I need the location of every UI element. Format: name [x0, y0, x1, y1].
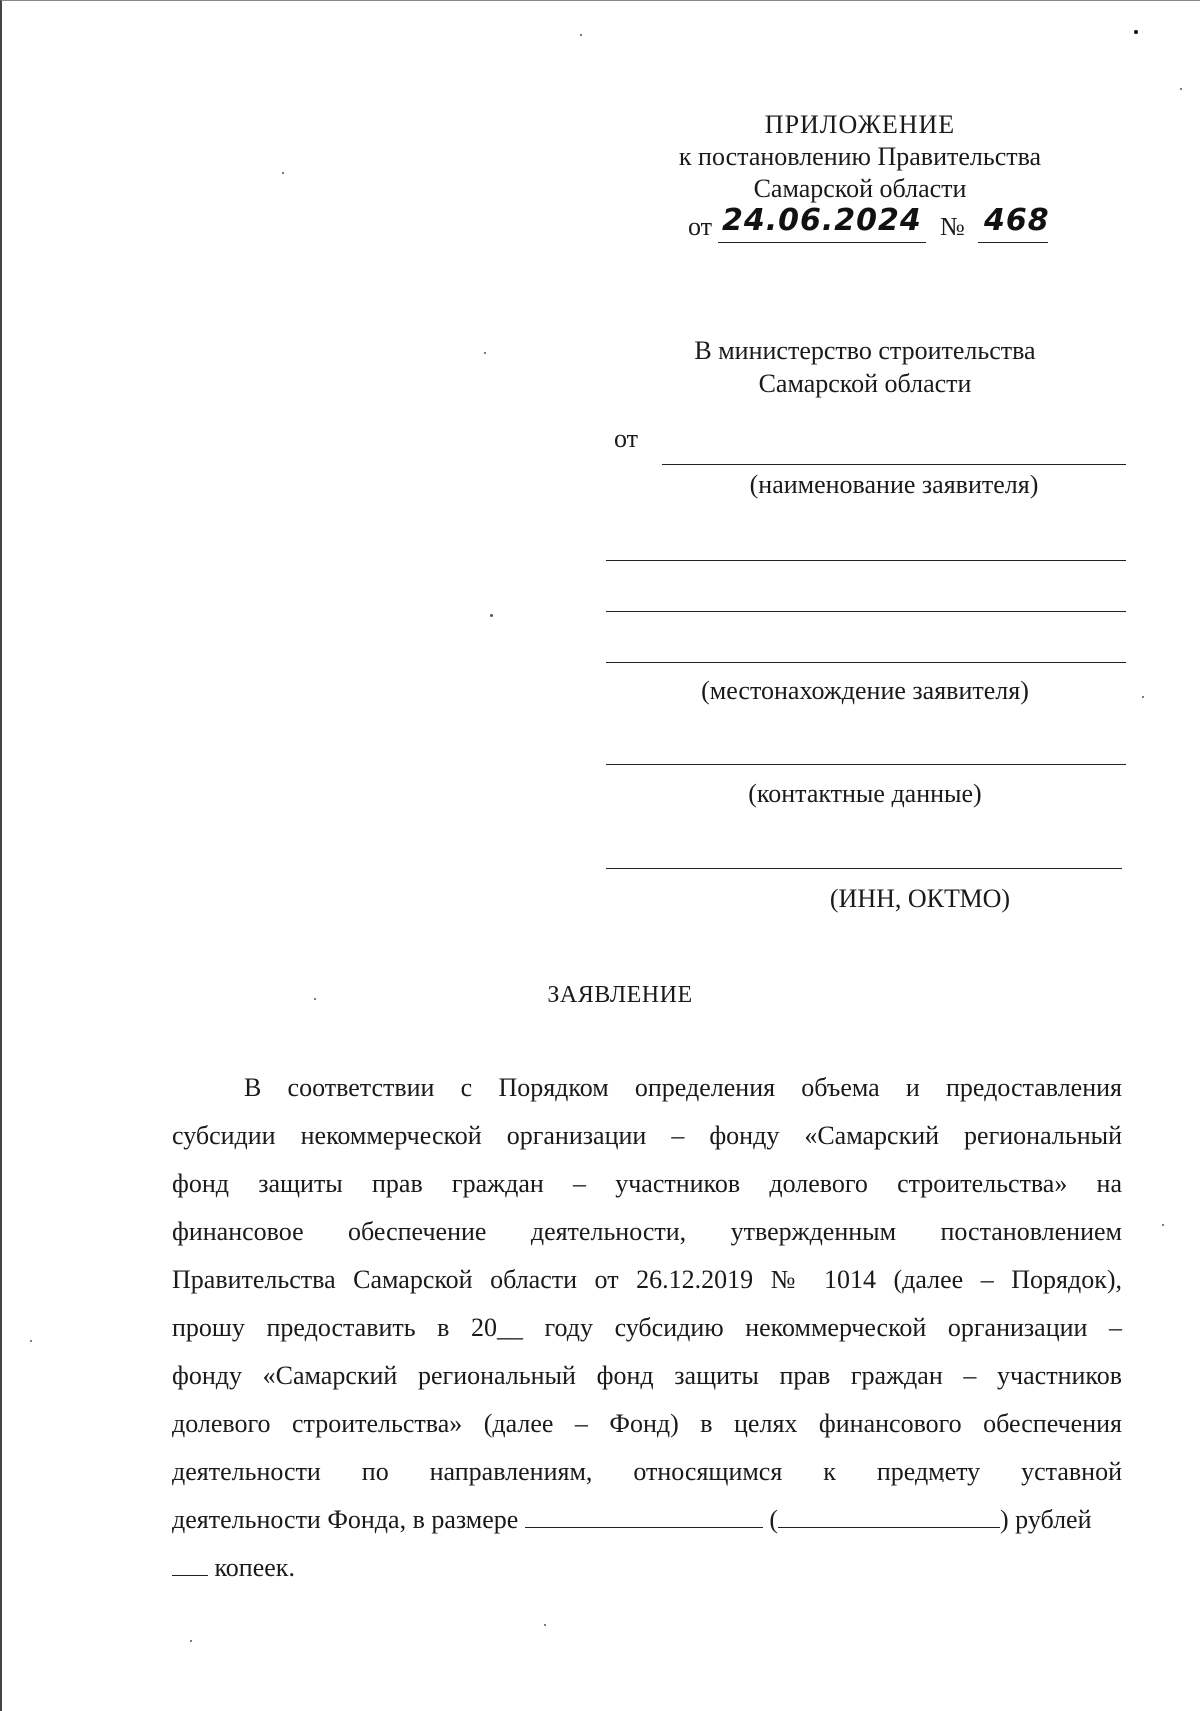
- statement-line: долевого строительства» (далее – Фонд) в целях финансового обеспечения: [172, 1409, 1122, 1438]
- date-underline: [718, 242, 926, 243]
- date-handwritten: 24.06.2024: [722, 203, 922, 238]
- scan-speck: [1142, 696, 1144, 698]
- scan-speck: [484, 352, 486, 354]
- applicant-name-field: [662, 464, 1126, 465]
- inn-field: [606, 868, 1122, 869]
- date-prefix: от: [688, 212, 713, 241]
- statement-line: субсидии некоммерческой организации – фонду «Самарский региональный: [172, 1121, 1122, 1150]
- statement-line: финансовое обеспечение деятельности, утвержденным постановлением: [172, 1217, 1122, 1246]
- statement-body: [172, 1064, 1122, 1592]
- scan-speck: [1162, 1224, 1164, 1226]
- amount-close-paren: ): [1000, 1505, 1009, 1534]
- kopecks-label: копеек.: [214, 1553, 295, 1582]
- statement-line: В соответствии с Порядком определения объема и предоставления: [244, 1073, 1122, 1102]
- appendix-title: ПРИЛОЖЕНИЕ: [764, 110, 956, 139]
- scan-speck: [1180, 88, 1182, 90]
- kopecks-field: [172, 1553, 208, 1576]
- addressee-line-1: В министерство строительства: [694, 336, 1036, 365]
- scan-speck: [282, 172, 284, 174]
- date-number-row: [688, 203, 1068, 246]
- location-caption: (местонахождение заявителя): [701, 676, 1029, 705]
- applicant-name-caption: (наименование заявителя): [749, 470, 1039, 499]
- statement-line: фонд защиты прав граждан – участников долевого строительства» на: [172, 1169, 1122, 1198]
- amount-words-field: [778, 1505, 1000, 1528]
- contacts-caption: (контактные данные): [748, 779, 982, 808]
- statement-line: деятельности по направлениям, относящимся к предмету уставной: [172, 1457, 1122, 1486]
- scan-speck: [1134, 30, 1138, 34]
- amount-open-paren: (: [769, 1505, 778, 1534]
- scan-speck: [190, 1640, 192, 1642]
- number-prefix: №: [940, 212, 965, 241]
- location-field-2: [606, 611, 1126, 612]
- location-field-3: [606, 662, 1126, 663]
- amount-numeric-field: [525, 1505, 763, 1528]
- scan-speck: [580, 34, 582, 36]
- statement-line: Правительства Самарской области от 26.12.2019 № 1014 (далее – Порядок),: [172, 1265, 1122, 1294]
- number-handwritten: 468: [984, 203, 1050, 238]
- statement-line: прошу предоставить в 20__ году субсидию некоммерческой организации –: [172, 1313, 1122, 1342]
- appendix-line-2: к постановлению Правительства: [678, 142, 1042, 171]
- from-label: от: [614, 424, 639, 453]
- amount-line: [172, 1496, 1122, 1544]
- appendix-line-3: Самарской области: [753, 174, 967, 203]
- scan-speck: [30, 1340, 32, 1342]
- location-field-1: [606, 560, 1126, 561]
- kopecks-line: [172, 1544, 1122, 1592]
- addressee-line-2: Самарской области: [758, 369, 972, 398]
- statement-line: фонду «Самарский региональный фонд защиты прав граждан – участников: [172, 1361, 1122, 1390]
- amount-prefix: деятельности Фонда, в размере: [172, 1505, 519, 1534]
- number-underline: [978, 242, 1048, 243]
- inn-caption: (ИНН, ОКТМО): [829, 884, 1011, 913]
- scan-speck: [544, 1624, 546, 1626]
- scan-speck: [314, 998, 316, 1000]
- contacts-field: [606, 764, 1126, 765]
- scan-speck: [490, 614, 493, 617]
- statement-title: ЗАЯВЛЕНИЕ: [547, 982, 693, 1008]
- amount-currency: рублей: [1015, 1505, 1092, 1534]
